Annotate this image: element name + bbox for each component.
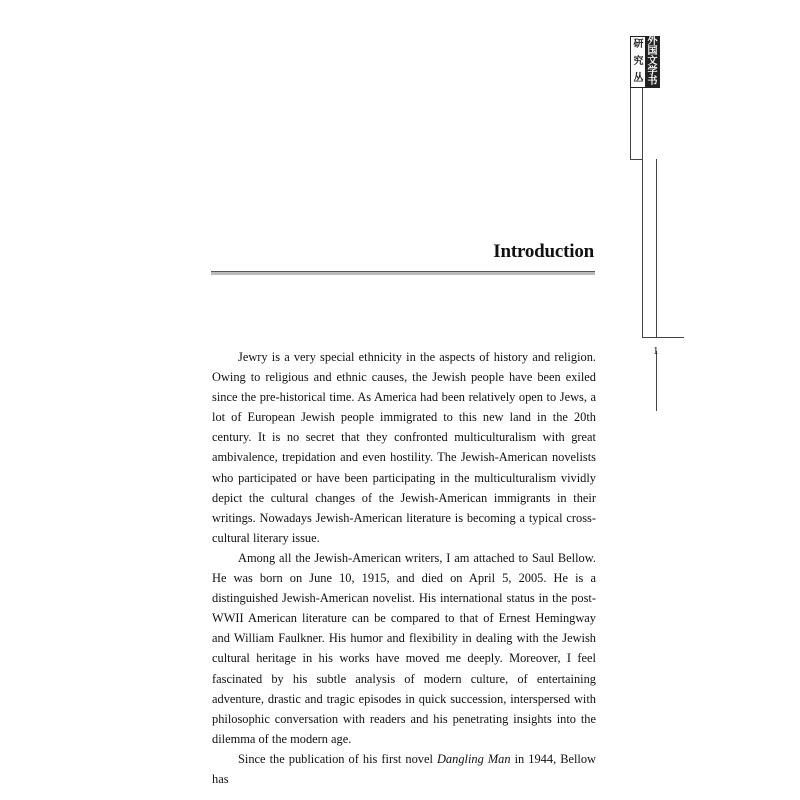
stamp-char: 书 [647, 76, 658, 87]
paragraph-text: Since the publication of his first novel [238, 751, 437, 766]
stamp-char: 研 [633, 39, 644, 51]
stamp-char: 究 [633, 55, 644, 67]
chapter-title: Introduction [493, 241, 594, 262]
paragraph: Among all the Jewish-American writers, I am attached to Saul Bellow. He was born on June 10, 1915, and died on April 5, 2005. He is a distinguished Jewish-American novelist. His international status in the post-WWII American literature can be compared to that of Ernest Hemingway and William Faulkner. His humor and flexibility in dealing with the Jewish cultural heritage in his works have moved me deeply. Moreover, I feel fascinated by his subtle analysis of modern culture, of entertaining adventure, drastic and tragic episodes in quick succession, interspersed with philosophic conversation with readers and his penetrating insights into the dilemma of the modern age. [212, 550, 596, 746]
stamp-char: 学 [647, 66, 658, 77]
stamp-char: 文 [647, 56, 658, 67]
margin-rule [642, 88, 643, 159]
paragraph-text: in 1944, Bellow has [212, 751, 596, 786]
series-stamp-right-column [645, 37, 660, 87]
stamp-char: 国 [647, 46, 658, 57]
series-stamp [630, 36, 660, 88]
body-text [212, 347, 596, 789]
page-number: 1 [653, 345, 659, 357]
stamp-char: 丛 [633, 72, 644, 84]
margin-rule [656, 159, 657, 337]
title-rule [211, 271, 595, 275]
book-title: Dangling Man [436, 751, 511, 766]
paragraph [212, 749, 596, 789]
margin-rule [642, 159, 643, 337]
margin-rule [630, 88, 631, 159]
stamp-char: 外 [647, 36, 658, 47]
margin-rule [642, 337, 684, 338]
series-stamp-left-column [631, 37, 646, 87]
margin-rule [656, 351, 657, 411]
paragraph: Jewry is a very special ethnicity in the aspects of history and religion. Owing to religious and ethnic causes, the Jewish people have been exiled since the pre-historical time. As America had been relatively open to Jews, a lot of European Jewish people immigrated to this new land in the 20th century. It is no secret that they confronted multiculturalism with great ambivalence, trepidation and even hostility. The Jewish-American novelists who participated or have been participating in the multiculturalism vividly depict the cultural changes of the Jewish-American immigrants in their writings. Nowadays Jewish-American literature is becoming a typical cross-cultural literary issue. [212, 350, 596, 545]
